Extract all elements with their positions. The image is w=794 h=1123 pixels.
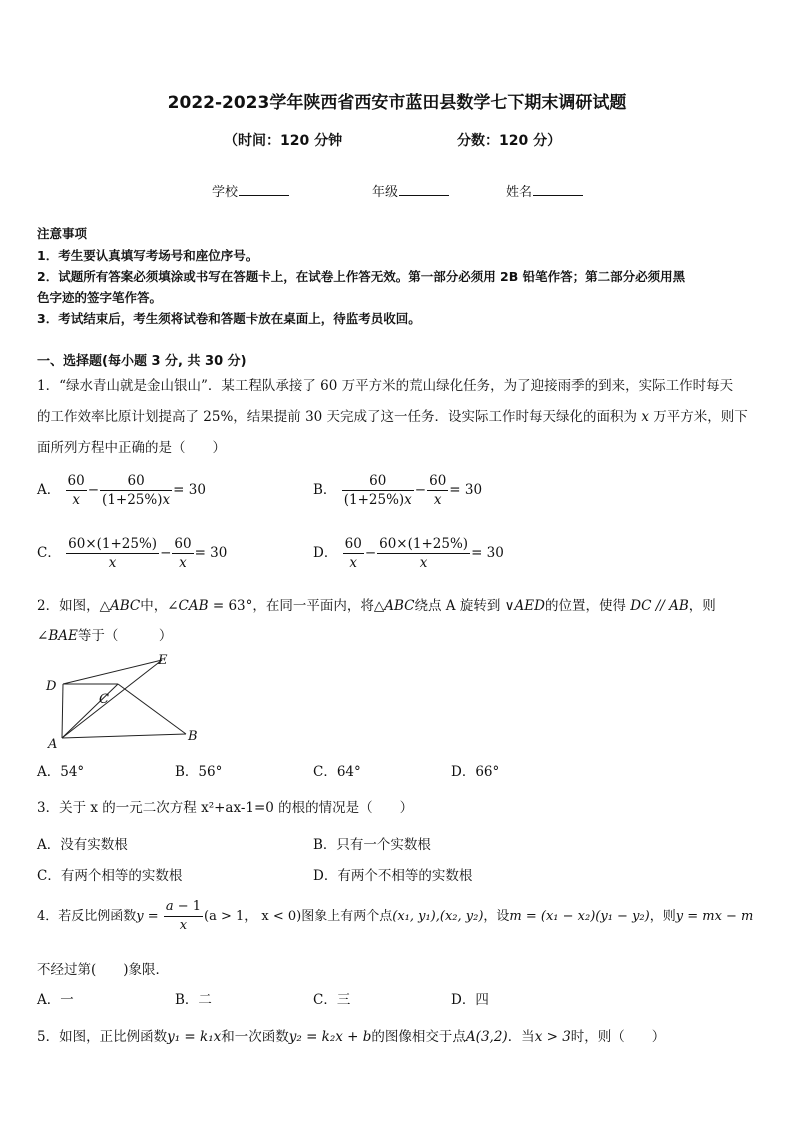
- q2-option-c[interactable]: C．64°: [313, 764, 361, 780]
- q2-line2: ∠BAE等于（ ）: [37, 628, 173, 644]
- q1-option-c[interactable]: C． $\frac{60\times(1+25\%)}{x}$ − $\frac{60}{x}$ = 30: [37, 536, 228, 571]
- q2-option-d[interactable]: D．66°: [451, 764, 500, 780]
- q4-option-a[interactable]: A．一: [37, 992, 74, 1008]
- q1-option-d[interactable]: D． $\frac{60}{x}$ − $\frac{60\times(1+25\%)}{x}$ = 30: [313, 536, 504, 571]
- q2-option-b[interactable]: B．56°: [175, 764, 223, 780]
- time-label: （时间：120 分钟: [224, 133, 343, 149]
- segment-ab: [62, 734, 186, 738]
- q5-text: 5．如图，正比例函数y₁ = k₁x和一次函数y₂ = k₂x + b的图像相交于点A(3,2)．当x > 3时，则（ ）: [37, 1029, 666, 1045]
- note-item: 1．考生要认真填写考场号和座位序号。: [37, 248, 259, 263]
- q1-line2: 的工作效率比原计划提高了 25%，结果提前 30 天完成了这一任务．设实际工作时每天绿化的面积为 x 万平方米，则下: [37, 409, 748, 425]
- segment-ad: [62, 684, 63, 738]
- section-heading: 一、选择题(每小题 3 分, 共 30 分): [37, 354, 247, 369]
- q1-line3: 面所列方程中正确的是（ ）: [37, 440, 226, 456]
- label-c: C: [99, 692, 109, 707]
- q4-line2: 不经过第( )象限．: [37, 962, 170, 978]
- name-field: 姓名: [506, 181, 583, 200]
- page-title: 2022-2023学年陕西省西安市蓝田县数学七下期末调研试题: [167, 93, 627, 113]
- segment-cb: [118, 684, 186, 734]
- segment-ac: [62, 684, 118, 738]
- label-b: B: [188, 729, 198, 744]
- note-item: 3．考试结束后，考生须将试卷和答题卡放在桌面上，待监考员收回。: [37, 311, 421, 326]
- note-item: 2．试题所有答案必须填涂或书写在答题卡上，在试卷上作答无效。第一部分必须用 2B 铅笔作答；第二部分必须用黑: [37, 269, 686, 284]
- q3-option-d[interactable]: D．有两个不相等的实数根: [313, 868, 473, 884]
- q1-line1: 1．“绿水青山就是金山银山”．某工程队承接了 60 万平方米的荒山绿化任务，为了迎接雨季的到来，实际工作时每天: [37, 378, 734, 394]
- q4-option-c[interactable]: C．三: [313, 992, 351, 1008]
- grade-field: 年级: [372, 181, 449, 200]
- q1-option-a[interactable]: A． $\frac{60}{x}$ − $\frac{60}{(1+25\%)x}$ = 30: [37, 473, 206, 508]
- label-e: E: [158, 653, 168, 668]
- notes-heading: 注意事项: [37, 226, 88, 241]
- q1-option-b[interactable]: B． $\frac{60}{(1+25\%)x}$ − $\frac{60}{x}$ = 30: [313, 473, 483, 508]
- q3-text: 3．关于 x 的一元二次方程 x²+ax-1=0 的根的情况是（ ）: [37, 800, 414, 816]
- label-d: D: [46, 679, 57, 694]
- q2-line1: 2．如图，△ABC中，∠CAB = 63°，在同一平面内，将△ABC绕点 A 旋转到 ∨AED的位置，使得 DC // AB，则: [37, 598, 716, 614]
- q2-option-a[interactable]: A．54°: [37, 764, 85, 780]
- q3-option-a[interactable]: A．没有实数根: [37, 837, 128, 853]
- q3-option-b[interactable]: B．只有一个实数根: [313, 837, 431, 853]
- school-field: 学校: [212, 181, 289, 200]
- q4-option-d[interactable]: D．四: [451, 992, 489, 1008]
- q3-option-c[interactable]: C．有两个相等的实数根: [37, 868, 183, 884]
- q4-line1: 4．若反比例函数y = $\frac{a - 1}{x}$ (a > 1， x < 0)图象上有两个点(x₁, y₁),(x₂, y₂)，设m = (x₁ − x₂)(y₁ − y₂)，则y = mx − m: [37, 899, 754, 933]
- q4-option-b[interactable]: B．二: [175, 992, 212, 1008]
- q2-figure: [36, 648, 216, 752]
- label-a: A: [48, 737, 58, 752]
- score-label: 分数：120 分）: [457, 133, 562, 149]
- note-item: 色字迹的签字笔作答。: [37, 290, 163, 305]
